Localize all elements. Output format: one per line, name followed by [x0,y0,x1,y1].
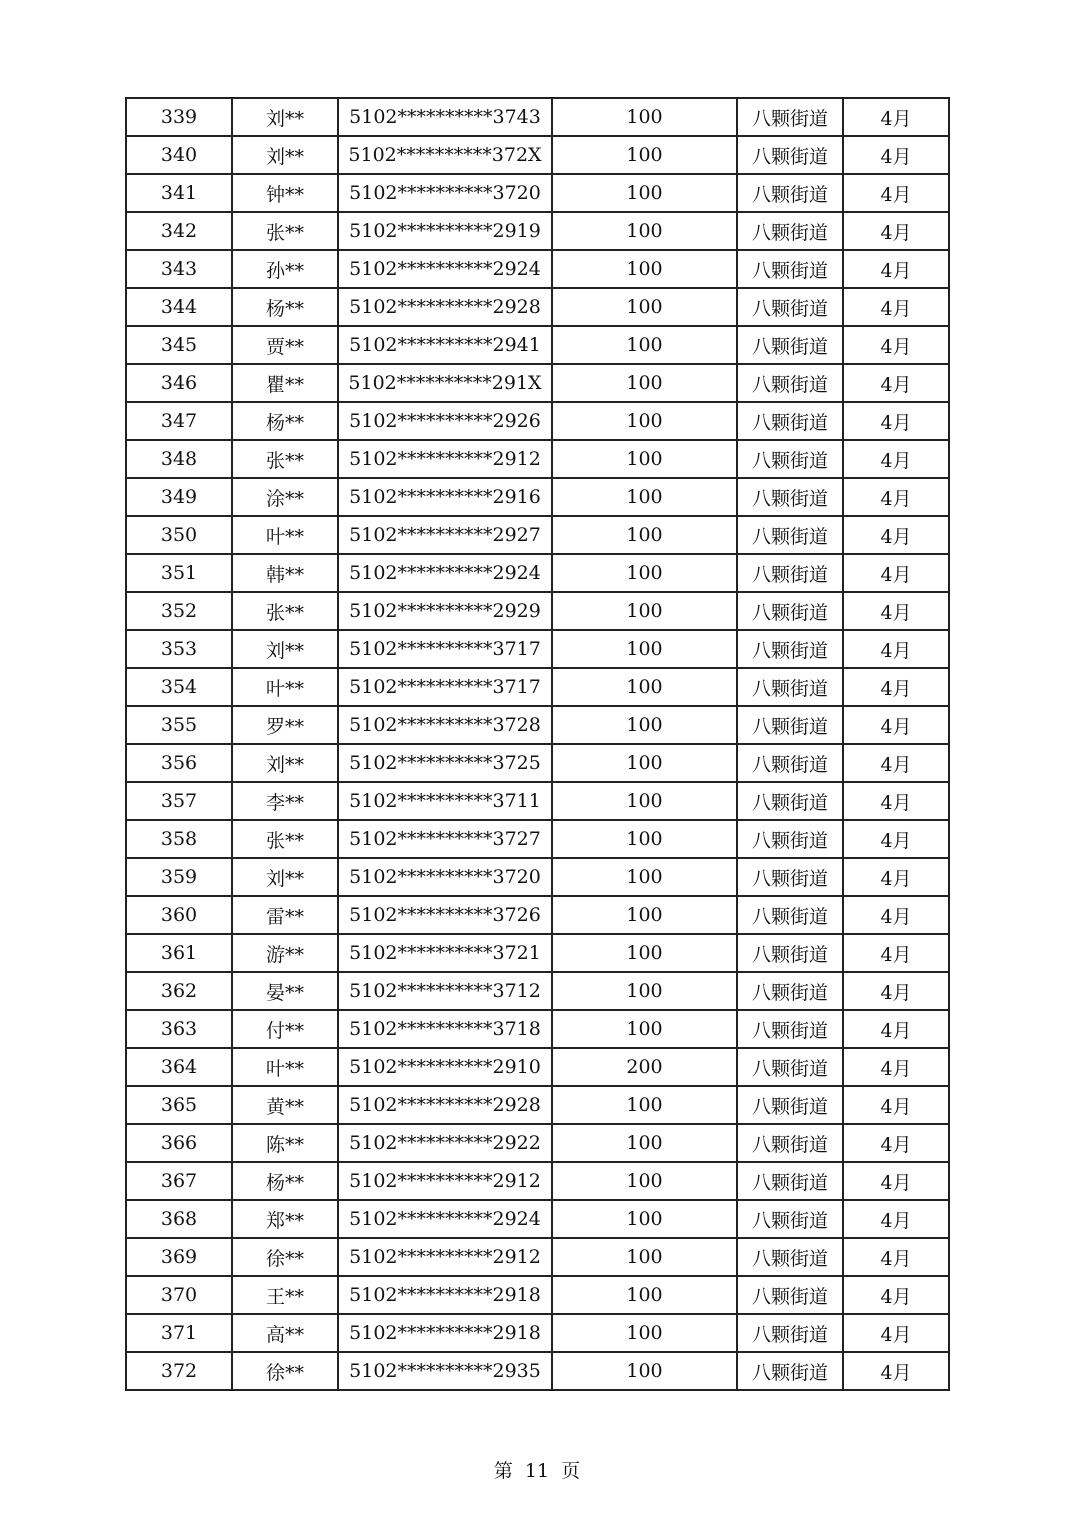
amount-cell: 100 [552,174,737,212]
area-cell: 八颗街道 [737,972,843,1010]
name-cell: 郑** [232,1200,338,1238]
month-cell: 4月 [843,934,949,972]
name-cell: 游** [232,934,338,972]
name-cell: 孙** [232,250,338,288]
area-cell: 八颗街道 [737,858,843,896]
name-cell: 杨** [232,288,338,326]
area-cell: 八颗街道 [737,1200,843,1238]
id-number-cell: 5102**********3711 [338,782,552,820]
id-number-cell: 5102**********3717 [338,668,552,706]
month-cell: 4月 [843,1238,949,1276]
row-number-cell: 360 [126,896,232,934]
area-cell: 八颗街道 [737,1314,843,1352]
name-cell: 罗** [232,706,338,744]
month-cell: 4月 [843,1162,949,1200]
id-number-cell: 5102**********291X [338,364,552,402]
row-number-cell: 345 [126,326,232,364]
area-cell: 八颗街道 [737,326,843,364]
row-number-cell: 363 [126,1010,232,1048]
name-cell: 徐** [232,1352,338,1390]
id-number-cell: 5102**********3728 [338,706,552,744]
row-number-cell: 342 [126,212,232,250]
month-cell: 4月 [843,174,949,212]
month-cell: 4月 [843,440,949,478]
month-cell: 4月 [843,136,949,174]
name-cell: 叶** [232,1048,338,1086]
row-number-cell: 354 [126,668,232,706]
name-cell: 刘** [232,630,338,668]
area-cell: 八颗街道 [737,1010,843,1048]
row-number-cell: 357 [126,782,232,820]
table-row [126,326,949,364]
area-cell: 八颗街道 [737,1352,843,1390]
month-cell: 4月 [843,288,949,326]
row-number-cell: 367 [126,1162,232,1200]
area-cell: 八颗街道 [737,782,843,820]
row-number-cell: 371 [126,1314,232,1352]
amount-cell: 100 [552,706,737,744]
month-cell: 4月 [843,1352,949,1390]
month-cell: 4月 [843,896,949,934]
id-number-cell: 5102**********2922 [338,1124,552,1162]
amount-cell: 100 [552,668,737,706]
id-number-cell: 5102**********3720 [338,174,552,212]
amount-cell: 100 [552,972,737,1010]
id-number-cell: 5102**********2910 [338,1048,552,1086]
month-cell: 4月 [843,706,949,744]
row-number-cell: 366 [126,1124,232,1162]
name-cell: 王** [232,1276,338,1314]
row-number-cell: 361 [126,934,232,972]
month-cell: 4月 [843,1010,949,1048]
amount-cell: 100 [552,516,737,554]
area-cell: 八颗街道 [737,744,843,782]
area-cell: 八颗街道 [737,554,843,592]
table-row [126,592,949,630]
row-number-cell: 365 [126,1086,232,1124]
row-number-cell: 351 [126,554,232,592]
row-number-cell: 350 [126,516,232,554]
month-cell: 4月 [843,668,949,706]
row-number-cell: 346 [126,364,232,402]
name-cell: 张** [232,212,338,250]
amount-cell: 100 [552,1124,737,1162]
id-number-cell: 5102**********2912 [338,440,552,478]
table-row [126,820,949,858]
area-cell: 八颗街道 [737,1124,843,1162]
name-cell: 刘** [232,136,338,174]
amount-cell: 100 [552,1010,737,1048]
table-row [126,478,949,516]
row-number-cell: 340 [126,136,232,174]
month-cell: 4月 [843,1314,949,1352]
id-number-cell: 5102**********3743 [338,98,552,136]
page-number: 11 [524,1460,550,1482]
page-footer [0,1456,1074,1483]
name-cell: 韩** [232,554,338,592]
table-row [126,174,949,212]
table-row [126,402,949,440]
area-cell: 八颗街道 [737,820,843,858]
row-number-cell: 359 [126,858,232,896]
row-number-cell: 356 [126,744,232,782]
area-cell: 八颗街道 [737,364,843,402]
row-number-cell: 358 [126,820,232,858]
row-number-cell: 344 [126,288,232,326]
id-number-cell: 5102**********2924 [338,250,552,288]
id-number-cell: 5102**********2916 [338,478,552,516]
table-row [126,706,949,744]
name-cell: 钟** [232,174,338,212]
row-number-cell: 347 [126,402,232,440]
id-number-cell: 5102**********2924 [338,1200,552,1238]
row-number-cell: 341 [126,174,232,212]
row-number-cell: 355 [126,706,232,744]
name-cell: 刘** [232,858,338,896]
row-number-cell: 362 [126,972,232,1010]
month-cell: 4月 [843,212,949,250]
id-number-cell: 5102**********2912 [338,1238,552,1276]
name-cell: 晏** [232,972,338,1010]
amount-cell: 100 [552,1276,737,1314]
area-cell: 八颗街道 [737,516,843,554]
name-cell: 陈** [232,1124,338,1162]
name-cell: 张** [232,440,338,478]
id-number-cell: 5102**********3726 [338,896,552,934]
area-cell: 八颗街道 [737,1238,843,1276]
month-cell: 4月 [843,744,949,782]
table-row [126,972,949,1010]
amount-cell: 100 [552,858,737,896]
table-row [126,1200,949,1238]
row-number-cell: 353 [126,630,232,668]
table-row [126,1124,949,1162]
name-cell: 徐** [232,1238,338,1276]
name-cell: 涂** [232,478,338,516]
area-cell: 八颗街道 [737,250,843,288]
id-number-cell: 5102**********2927 [338,516,552,554]
table-row [126,98,949,136]
name-cell: 刘** [232,98,338,136]
amount-cell: 100 [552,782,737,820]
area-cell: 八颗街道 [737,1276,843,1314]
row-number-cell: 349 [126,478,232,516]
id-number-cell: 5102**********2929 [338,592,552,630]
table-row [126,554,949,592]
row-number-cell: 339 [126,98,232,136]
month-cell: 4月 [843,858,949,896]
amount-cell: 100 [552,478,737,516]
id-number-cell: 5102**********3712 [338,972,552,1010]
id-number-cell: 5102**********2918 [338,1276,552,1314]
roster-table-body [126,98,949,1390]
table-row [126,1276,949,1314]
table-row [126,858,949,896]
table-row [126,782,949,820]
name-cell: 张** [232,820,338,858]
month-cell: 4月 [843,1048,949,1086]
page-footer-suffix: 页 [561,1460,581,1482]
name-cell: 叶** [232,516,338,554]
area-cell: 八颗街道 [737,440,843,478]
amount-cell: 100 [552,250,737,288]
area-cell: 八颗街道 [737,136,843,174]
id-number-cell: 5102**********3727 [338,820,552,858]
table-row [126,1086,949,1124]
table-row [126,440,949,478]
month-cell: 4月 [843,98,949,136]
name-cell: 杨** [232,1162,338,1200]
month-cell: 4月 [843,364,949,402]
amount-cell: 100 [552,1086,737,1124]
month-cell: 4月 [843,1086,949,1124]
id-number-cell: 5102**********2928 [338,288,552,326]
table-row [126,1352,949,1390]
row-number-cell: 369 [126,1238,232,1276]
row-number-cell: 370 [126,1276,232,1314]
table-row [126,288,949,326]
area-cell: 八颗街道 [737,934,843,972]
area-cell: 八颗街道 [737,1086,843,1124]
amount-cell: 100 [552,288,737,326]
name-cell: 叶** [232,668,338,706]
name-cell: 高** [232,1314,338,1352]
month-cell: 4月 [843,250,949,288]
table-row [126,1162,949,1200]
area-cell: 八颗街道 [737,668,843,706]
table-row [126,1238,949,1276]
id-number-cell: 5102**********3721 [338,934,552,972]
month-cell: 4月 [843,1276,949,1314]
month-cell: 4月 [843,972,949,1010]
month-cell: 4月 [843,592,949,630]
name-cell: 瞿** [232,364,338,402]
amount-cell: 100 [552,402,737,440]
row-number-cell: 364 [126,1048,232,1086]
id-number-cell: 5102**********2924 [338,554,552,592]
table-row [126,744,949,782]
area-cell: 八颗街道 [737,1162,843,1200]
id-number-cell: 5102**********2928 [338,1086,552,1124]
row-number-cell: 352 [126,592,232,630]
area-cell: 八颗街道 [737,174,843,212]
row-number-cell: 348 [126,440,232,478]
table-row [126,250,949,288]
id-number-cell: 5102**********3725 [338,744,552,782]
amount-cell: 100 [552,440,737,478]
month-cell: 4月 [843,782,949,820]
month-cell: 4月 [843,630,949,668]
id-number-cell: 5102**********2918 [338,1314,552,1352]
name-cell: 付** [232,1010,338,1048]
id-number-cell: 5102**********2935 [338,1352,552,1390]
amount-cell: 100 [552,744,737,782]
name-cell: 雷** [232,896,338,934]
table-row [126,1314,949,1352]
area-cell: 八颗街道 [737,706,843,744]
month-cell: 4月 [843,820,949,858]
area-cell: 八颗街道 [737,592,843,630]
amount-cell: 100 [552,1162,737,1200]
area-cell: 八颗街道 [737,212,843,250]
area-cell: 八颗街道 [737,288,843,326]
area-cell: 八颗街道 [737,1048,843,1086]
id-number-cell: 5102**********3718 [338,1010,552,1048]
table-row [126,668,949,706]
amount-cell: 100 [552,820,737,858]
month-cell: 4月 [843,516,949,554]
table-row [126,934,949,972]
id-number-cell: 5102**********2912 [338,1162,552,1200]
amount-cell: 100 [552,1200,737,1238]
amount-cell: 100 [552,136,737,174]
table-row [126,896,949,934]
name-cell: 张** [232,592,338,630]
id-number-cell: 5102**********2926 [338,402,552,440]
name-cell: 刘** [232,744,338,782]
amount-cell: 100 [552,98,737,136]
area-cell: 八颗街道 [737,630,843,668]
amount-cell: 100 [552,326,737,364]
amount-cell: 100 [552,630,737,668]
id-number-cell: 5102**********3720 [338,858,552,896]
table-row [126,212,949,250]
amount-cell: 100 [552,1314,737,1352]
name-cell: 杨** [232,402,338,440]
month-cell: 4月 [843,554,949,592]
id-number-cell: 5102**********2919 [338,212,552,250]
table-row [126,364,949,402]
month-cell: 4月 [843,1124,949,1162]
name-cell: 黄** [232,1086,338,1124]
month-cell: 4月 [843,1200,949,1238]
roster-table [125,97,950,1391]
month-cell: 4月 [843,326,949,364]
area-cell: 八颗街道 [737,896,843,934]
table-row [126,630,949,668]
amount-cell: 100 [552,1238,737,1276]
amount-cell: 100 [552,1352,737,1390]
amount-cell: 200 [552,1048,737,1086]
name-cell: 李** [232,782,338,820]
table-row [126,1010,949,1048]
id-number-cell: 5102**********3717 [338,630,552,668]
id-number-cell: 5102**********372X [338,136,552,174]
area-cell: 八颗街道 [737,98,843,136]
id-number-cell: 5102**********2941 [338,326,552,364]
table-row [126,516,949,554]
amount-cell: 100 [552,934,737,972]
table-row [126,136,949,174]
table-row [126,1048,949,1086]
amount-cell: 100 [552,554,737,592]
amount-cell: 100 [552,592,737,630]
area-cell: 八颗街道 [737,402,843,440]
row-number-cell: 368 [126,1200,232,1238]
row-number-cell: 372 [126,1352,232,1390]
name-cell: 贾** [232,326,338,364]
amount-cell: 100 [552,212,737,250]
month-cell: 4月 [843,402,949,440]
amount-cell: 100 [552,896,737,934]
month-cell: 4月 [843,478,949,516]
area-cell: 八颗街道 [737,478,843,516]
page-footer-prefix: 第 [493,1460,513,1482]
amount-cell: 100 [552,364,737,402]
row-number-cell: 343 [126,250,232,288]
